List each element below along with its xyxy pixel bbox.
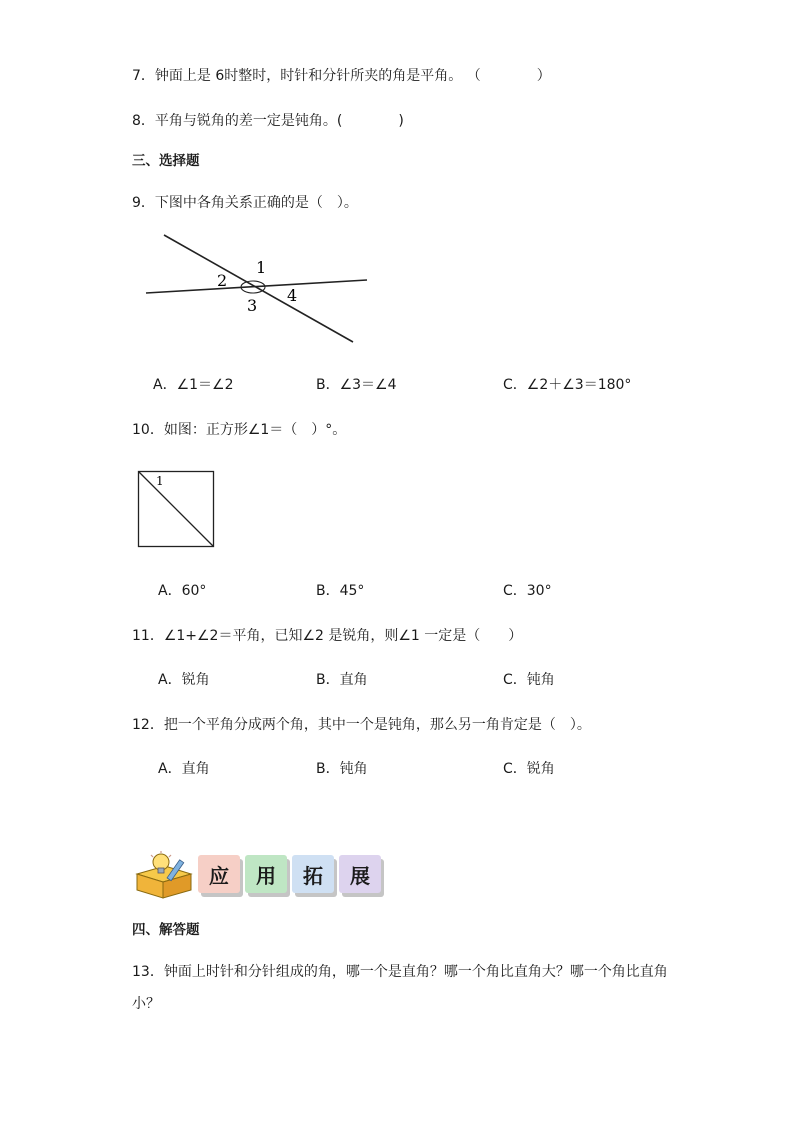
square-diagonal	[139, 472, 214, 547]
q9-option-a: A．∠1＝∠2	[153, 377, 234, 393]
angle-label-4: 4	[287, 286, 298, 305]
banner-tile-2: 用	[245, 855, 287, 893]
q10-square-figure	[137, 470, 217, 550]
treasure-box-icon	[133, 850, 195, 900]
question-12: 12．把一个平角分成两个角，其中一个是钝角，那么另一角肯定是（ ）。	[132, 717, 591, 733]
q12-option-b: B．钝角	[316, 761, 368, 777]
question-7: 7．钟面上是 6时整时，时针和分针所夹的角是平角。 （ ）	[132, 68, 551, 84]
q9-intersecting-lines-figure	[140, 228, 375, 348]
q10-option-b: B．45°	[316, 583, 365, 599]
question-11: 11．∠1+∠2＝平角，已知∠2 是锐角，则∠1 一定是（ ）	[132, 628, 523, 644]
q10-option-a: A．60°	[158, 583, 207, 599]
question-13-line-1: 13．钟面上时针和分针组成的角，哪一个是直角？哪一个角比直角大？哪一个角比直角	[132, 964, 668, 980]
q9-option-c: C．∠2＋∠3＝180°	[503, 377, 632, 393]
banner-tile-4: 展	[339, 855, 381, 893]
horizontal-line	[146, 280, 367, 293]
diagonal-line	[164, 235, 353, 342]
q12-option-a: A．直角	[158, 761, 210, 777]
q10-option-c: C．30°	[503, 583, 552, 599]
section-4-heading: 四、解答题	[132, 922, 200, 938]
q9-option-b: B．∠3＝∠4	[316, 377, 397, 393]
banner-tile-1: 应	[198, 855, 240, 893]
question-8: 8．平角与锐角的差一定是钝角。( )	[132, 113, 404, 129]
q12-option-c: C．锐角	[503, 761, 555, 777]
q11-option-b: B．直角	[316, 672, 368, 688]
q11-option-c: C．钝角	[503, 672, 555, 688]
angle-label-3: 3	[247, 296, 258, 315]
question-10: 10．如图：正方形∠1＝（ ）°。	[132, 422, 347, 438]
question-9: 9．下图中各角关系正确的是（ ）。	[132, 195, 358, 211]
angle-label-2: 2	[217, 271, 228, 290]
angle-label-1: 1	[256, 258, 267, 277]
question-13-line-2: 小？	[132, 996, 160, 1012]
square-angle-label: 1	[156, 474, 164, 488]
banner-tile-3: 拓	[292, 855, 334, 893]
section-3-heading: 三、选择题	[132, 153, 200, 169]
q11-option-a: A．锐角	[158, 672, 210, 688]
